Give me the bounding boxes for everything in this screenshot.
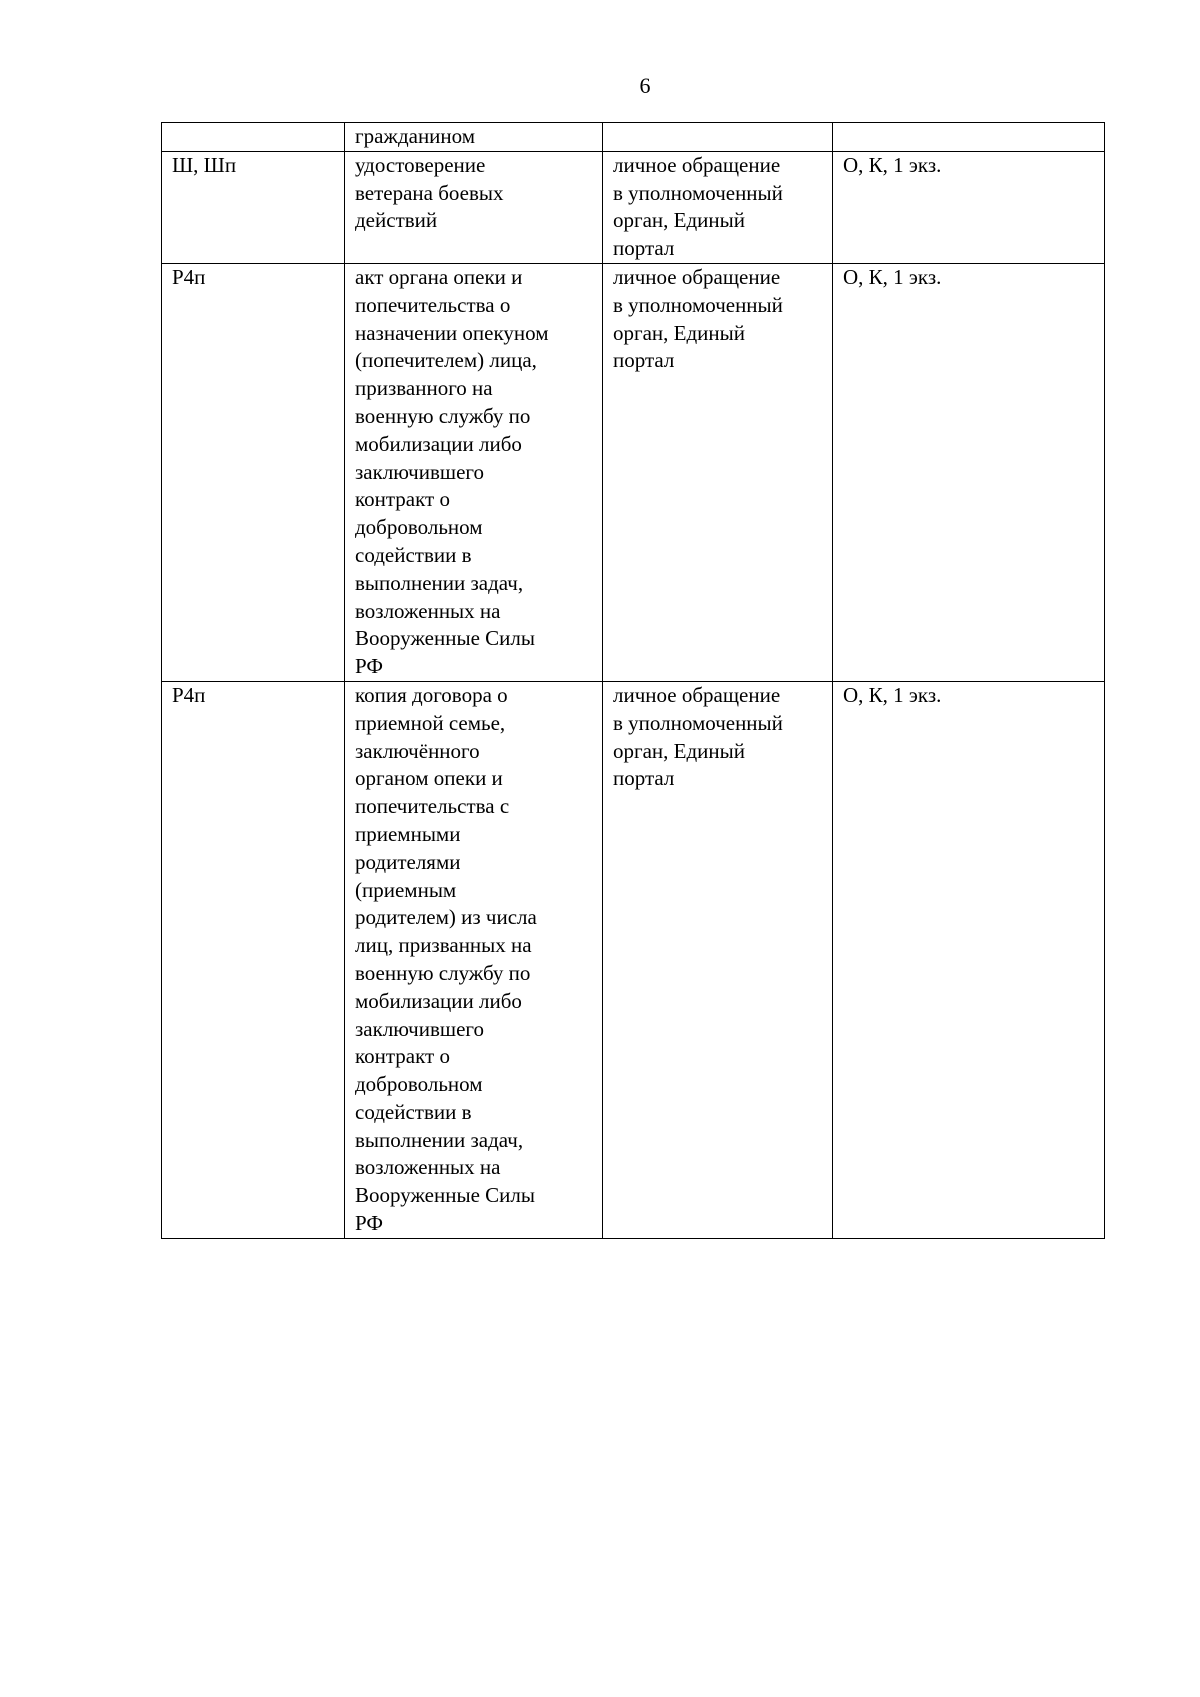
document-cell (345, 681, 603, 1238)
table-row (162, 123, 1105, 152)
method-cell (603, 151, 833, 263)
form-text: О, К, 1 экз. (843, 264, 942, 289)
document-text: гражданином (355, 124, 476, 148)
method-cell (603, 123, 833, 152)
code-cell (162, 123, 345, 152)
document-cell (345, 263, 603, 681)
documents-table (161, 122, 1105, 1239)
code-cell (162, 263, 345, 681)
page-number: 6 (639, 73, 651, 98)
document-text: копия договора о приемной семье, заключённого органом опеки и попечительства с приемными родителями (приемным родителем) из числа лиц, призванных на военную службу по мобилизации либо заключившего контракт о добровольном содействии в выполнении задач, возложенных на Вооруженные Силы РФ (355, 682, 537, 1236)
method-text: личное обращение в уполномоченный орган, Единый портал (613, 682, 783, 791)
table-row (162, 681, 1105, 1238)
form-text: О, К, 1 экз. (843, 152, 942, 177)
table-row (162, 151, 1105, 263)
form-cell (833, 123, 1105, 152)
code-text: Р4п (172, 264, 206, 289)
form-cell (833, 151, 1105, 263)
method-text: личное обращение в уполномоченный орган, Единый портал (613, 152, 783, 261)
method-cell (603, 263, 833, 681)
table-row (162, 263, 1105, 681)
method-cell (603, 681, 833, 1238)
code-text: Р4п (172, 682, 206, 707)
document-cell (345, 123, 603, 152)
method-text: личное обращение в уполномоченный орган, Единый портал (613, 264, 783, 373)
form-cell (833, 681, 1105, 1238)
document-text: акт органа опеки и попечительства о назначении опекуном (попечителем) лица, призванного на военную службу по мобилизации либо заключившего контракт о добровольном содействии в выполнении задач, возложенных на Вооруженные Силы РФ (355, 264, 549, 679)
form-cell (833, 263, 1105, 681)
form-text: О, К, 1 экз. (843, 682, 942, 707)
code-text: Ш, Шп (172, 152, 237, 177)
code-cell (162, 151, 345, 263)
code-cell (162, 681, 345, 1238)
document-cell (345, 151, 603, 263)
document-text: удостоверение ветерана боевых действий (355, 152, 504, 233)
